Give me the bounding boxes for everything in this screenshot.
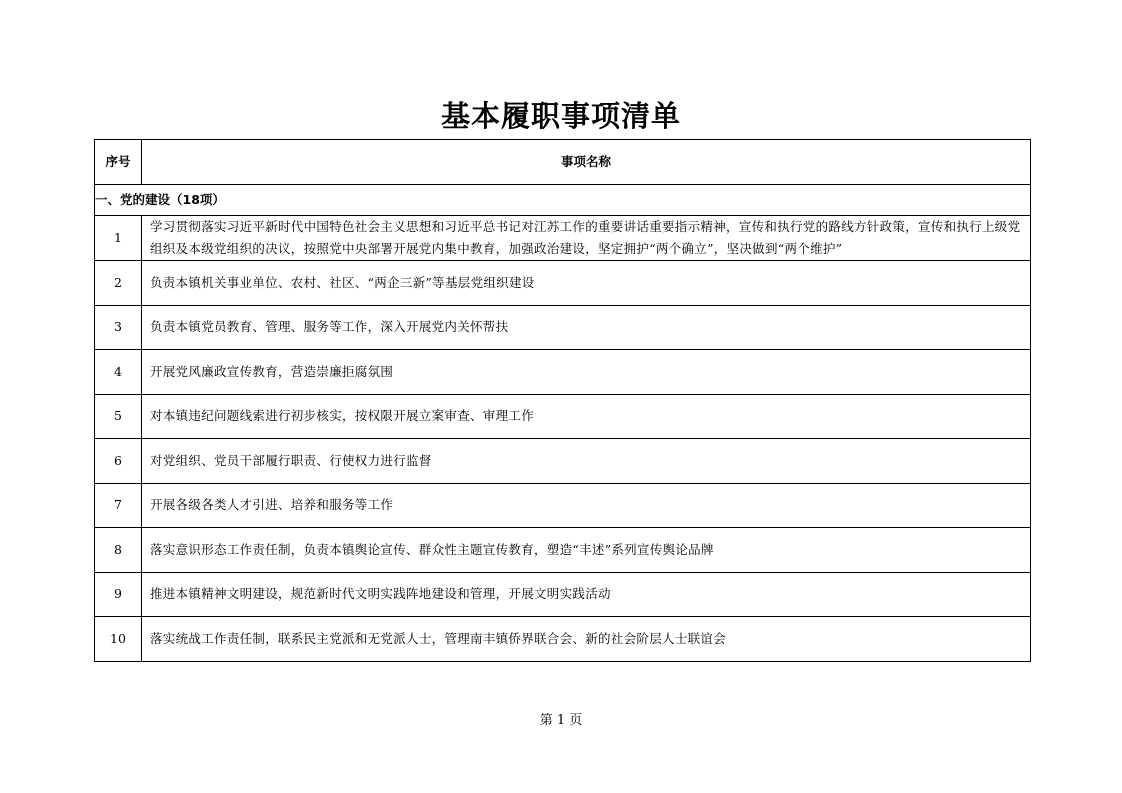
row-text: 推进本镇精神文明建设，规范新时代文明实践阵地建设和管理，开展文明实践活动 [142,572,1031,617]
row-text: 落实统战工作责任制，联系民主党派和无党派人士，管理南丰镇侨界联合会、新的社会阶层人士联谊会 [142,617,1031,662]
table-row [95,528,1031,573]
header-no: 序号 [95,140,142,185]
table-row [95,572,1031,617]
row-no: 1 [95,216,142,261]
row-text: 开展各级各类人才引进、培养和服务等工作 [142,483,1031,528]
table-row [95,216,1031,261]
table-row [95,439,1031,484]
row-text: 落实意识形态工作责任制，负责本镇舆论宣传、群众性主题宣传教育，塑造“丰述”系列宣传舆论品牌 [142,528,1031,573]
row-no: 8 [95,528,142,573]
duty-table [94,139,1031,662]
document-title: 基本履职事项清单 [440,99,681,133]
row-no: 9 [95,572,142,617]
table-row [95,483,1031,528]
row-no: 10 [95,617,142,662]
table-row [95,394,1031,439]
row-no: 7 [95,483,142,528]
row-text: 负责本镇机关事业单位、农村、社区、“两企三新”等基层党组织建设 [142,261,1031,306]
row-text: 对党组织、党员干部履行职责、行使权力进行监督 [142,439,1031,484]
table-header-row [95,140,1031,185]
section-row [95,185,1031,216]
table-row [95,350,1031,395]
row-no: 6 [95,439,142,484]
row-no: 4 [95,350,142,395]
row-text: 开展党风廉政宣传教育，营造崇廉拒腐氛围 [142,350,1031,395]
row-text: 负责本镇党员教育、管理、服务等工作，深入开展党内关怀帮扶 [142,305,1031,350]
page-number: 第 1 页 [539,713,583,728]
row-text: 对本镇违纪问题线索进行初步核实，按权限开展立案审查、审理工作 [142,394,1031,439]
row-text: 学习贯彻落实习近平新时代中国特色社会主义思想和习近平总书记对江苏工作的重要讲话重要指示精神，宣传和执行党的路线方针政策，宣传和执行上级党组织及本级党组织的决议，按照党中央部署开展党内集中教育，加强政治建设，坚定拥护“两个确立”，坚决做到“两个维护” [142,216,1031,261]
section-label: 一、党的建设（18项） [95,185,1031,216]
table-row [95,617,1031,662]
row-no: 5 [95,394,142,439]
row-no: 2 [95,261,142,306]
table-row [95,305,1031,350]
row-no: 3 [95,305,142,350]
header-name: 事项名称 [142,140,1031,185]
table-row [95,261,1031,306]
